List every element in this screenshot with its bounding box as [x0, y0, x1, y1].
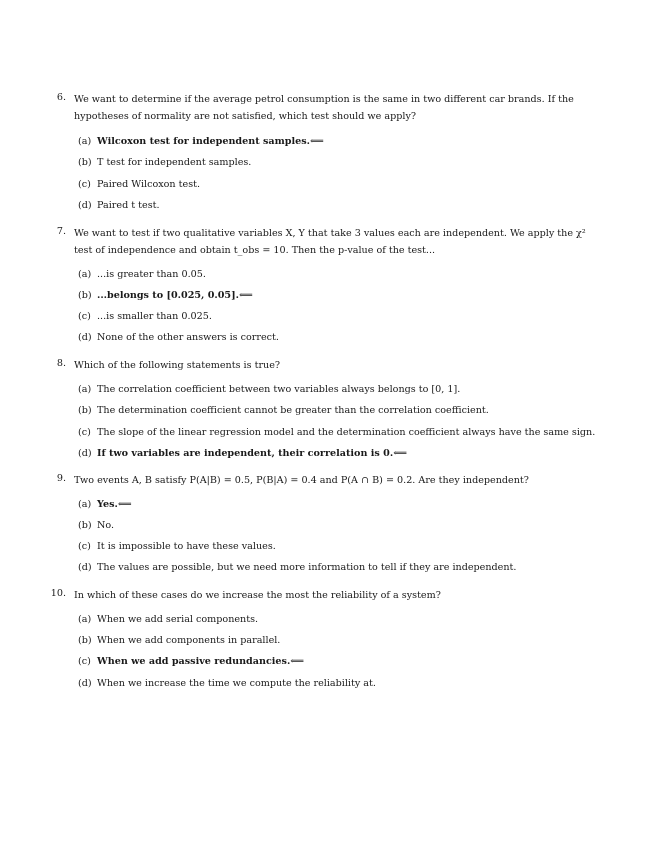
option-label: (c): [78, 311, 91, 322]
question-text: Two events A, B satisfy P(A|B) = 0.5, P(B|A) = 0.4 and P(A ∩ B) = 0.2. Are they independent?: [74, 475, 529, 486]
correct-marker-icon: ⟸: [309, 136, 324, 147]
option-text-correct: Wilcoxon test for independent samples.⟸: [97, 136, 324, 147]
option-text: ...is greater than 0.05.: [97, 269, 206, 280]
question-number: 6.: [56, 92, 66, 103]
correct-marker-icon: ⟸: [117, 499, 132, 510]
question-text: Which of the following statements is true?: [74, 360, 281, 371]
option-text: No.: [97, 520, 115, 531]
option-label: (d): [78, 200, 92, 211]
question-number: 8.: [56, 358, 66, 369]
option-text: The values are possible, but we need more information to tell if they are independent.: [97, 562, 517, 573]
option-text: The correlation coefficient between two variables always belongs to [0, 1].: [97, 384, 461, 395]
option-text: The slope of the linear regression model and the determination coefficient always have the same sign.: [97, 427, 596, 438]
correct-marker-icon: ⟸: [290, 656, 305, 667]
option-label: (a): [78, 614, 92, 625]
option-label: (b): [78, 290, 92, 301]
option-text: When we increase the time we compute the reliability at.: [97, 678, 376, 689]
option-label: (a): [78, 269, 92, 280]
question-number: 9.: [56, 473, 66, 484]
option-text: It is impossible to have these values.: [97, 541, 276, 552]
question-text: In which of these cases do we increase the most the reliability of a system?: [74, 590, 441, 601]
correct-marker-icon: ⟸: [393, 448, 407, 459]
option-label: (c): [78, 427, 91, 438]
option-label: (b): [78, 520, 92, 531]
question-text: We want to test if two qualitative variables X, Y that take 3 values each are independent. We apply the χ² test of independence and obtain t_obs = 10. Then the p-value of the test...: [74, 228, 586, 256]
option-label: (a): [78, 499, 92, 510]
option-label: (b): [78, 405, 92, 416]
option-text-correct: If two variables are independent, their correlation is 0.⟸: [97, 448, 407, 459]
option-label: (c): [78, 541, 91, 552]
option-text-correct: Yes.⟸: [97, 499, 132, 510]
question-number: 10.: [50, 588, 66, 599]
option-label: (c): [78, 656, 91, 667]
option-label: (a): [78, 136, 92, 147]
correct-marker-icon: ⟸: [238, 290, 253, 301]
option-label: (b): [78, 157, 92, 168]
option-label: (d): [78, 678, 92, 689]
option-text: ...is smaller than 0.025.: [97, 311, 212, 322]
option-text: Paired t test.: [97, 200, 160, 211]
option-text: When we add serial components.: [97, 614, 259, 625]
option-label: (d): [78, 562, 92, 573]
option-text: The determination coefficient cannot be greater than the correlation coefficient.: [97, 405, 489, 416]
option-text: None of the other answers is correct.: [97, 332, 279, 343]
option-text: When we add components in parallel.: [97, 635, 281, 646]
option-text-correct: ...belongs to [0.025, 0.05].⟸: [97, 290, 253, 301]
question-number: 7.: [56, 226, 66, 237]
option-label: (d): [78, 448, 92, 459]
option-label: (d): [78, 332, 92, 343]
question-text: We want to determine if the average petrol consumption is the same in two different car brands. If the hypotheses of normality are not satisfied, which test should we apply?: [74, 94, 574, 122]
option-text: T test for independent samples.: [97, 157, 252, 168]
option-label: (a): [78, 384, 92, 395]
option-text-correct: When we add passive redundancies.⟸: [97, 656, 305, 667]
option-label: (c): [78, 179, 91, 190]
option-text: Paired Wilcoxon test.: [97, 179, 201, 190]
option-label: (b): [78, 635, 92, 646]
